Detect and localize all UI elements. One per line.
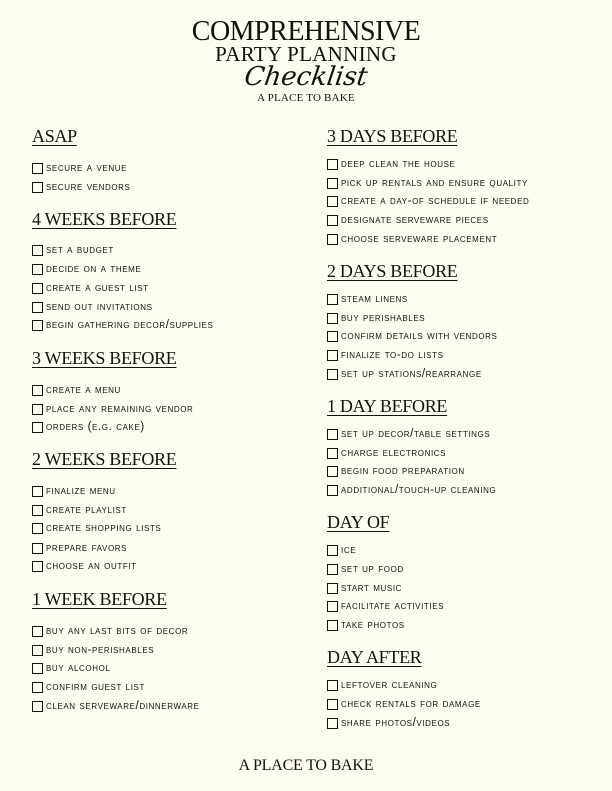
checklist-item[interactable]: share photos/videos	[327, 715, 450, 731]
checkbox[interactable]	[32, 523, 43, 534]
checklist-item[interactable]: take photos	[327, 617, 405, 633]
checklist-item[interactable]: begin gathering decor/supplies	[32, 317, 213, 333]
checkbox[interactable]	[32, 404, 43, 415]
section-heading-day-of: DAY OF	[327, 512, 390, 532]
checklist-item[interactable]: secure a venue	[32, 160, 127, 176]
section-heading-2-days: 2 DAYS BEFORE	[327, 261, 458, 281]
checkbox[interactable]	[327, 620, 338, 631]
checklist-item[interactable]: confirm details with vendors	[327, 328, 497, 344]
checklist-item[interactable]: additional/touch-up cleaning	[327, 482, 496, 498]
checkbox[interactable]	[32, 163, 43, 174]
checkbox[interactable]	[327, 196, 338, 207]
checkbox[interactable]	[327, 718, 338, 729]
checkbox[interactable]	[32, 543, 43, 554]
section-heading-2-weeks: 2 WEEKS BEFORE	[32, 449, 177, 469]
checklist-item[interactable]: prepare favors	[32, 540, 127, 556]
header-brand: A PLACE TO BAKE	[257, 92, 355, 104]
checkbox[interactable]	[32, 385, 43, 396]
checkbox[interactable]	[32, 505, 43, 516]
checkbox[interactable]	[327, 178, 338, 189]
checkbox[interactable]	[32, 682, 43, 693]
checklist-item[interactable]: confirm guest list	[32, 679, 145, 695]
section-heading-4-weeks: 4 WEEKS BEFORE	[32, 209, 177, 229]
checkbox[interactable]	[32, 320, 43, 331]
checklist-item[interactable]: buy alcohol	[32, 660, 110, 676]
checklist-item[interactable]: choose an outfit	[32, 558, 137, 574]
checklist-item[interactable]: set up stations/rearrange	[327, 366, 482, 382]
checkbox[interactable]	[32, 561, 43, 572]
checklist-item[interactable]: buy any last bits of decor	[32, 623, 188, 639]
section-heading-1-week: 1 WEEK BEFORE	[32, 589, 167, 609]
checklist-item[interactable]: designate serveware pieces	[327, 212, 489, 228]
section-heading-3-weeks: 3 WEEKS BEFORE	[32, 348, 177, 368]
checklist-item[interactable]: deep clean the house	[327, 156, 456, 172]
checkbox[interactable]	[327, 583, 338, 594]
checkbox[interactable]	[327, 601, 338, 612]
checkbox[interactable]	[32, 283, 43, 294]
checklist-item[interactable]: choose serveware placement	[327, 231, 497, 247]
checklist-item[interactable]: finalize to-do lists	[327, 347, 444, 363]
checkbox[interactable]	[32, 626, 43, 637]
checkbox[interactable]	[327, 313, 338, 324]
checkbox[interactable]	[327, 294, 338, 305]
checkbox[interactable]	[327, 448, 338, 459]
checklist-item[interactable]: facilitate activities	[327, 598, 444, 614]
checkbox[interactable]	[327, 429, 338, 440]
checklist-item[interactable]: steam linens	[327, 291, 408, 307]
checkbox[interactable]	[327, 159, 338, 170]
checkbox[interactable]	[327, 680, 338, 691]
checklist-item[interactable]: decide on a theme	[32, 261, 141, 277]
checkbox[interactable]	[32, 245, 43, 256]
checklist-item[interactable]: buy perishables	[327, 310, 425, 326]
checklist-item[interactable]: set up decor/table settings	[327, 426, 490, 442]
checkbox[interactable]	[327, 699, 338, 710]
footer-brand: A PLACE TO BAKE	[238, 757, 374, 774]
checklist-item[interactable]: create a menu	[32, 382, 121, 398]
title-line-2: PARTY PLANNING	[215, 42, 397, 66]
checkbox[interactable]	[32, 701, 43, 712]
checklist-item[interactable]: set a budget	[32, 242, 114, 258]
section-heading-asap: ASAP	[32, 126, 77, 146]
checklist-item[interactable]: create playlist	[32, 502, 127, 518]
checklist-item[interactable]: finalize menu	[32, 483, 116, 499]
checkbox[interactable]	[327, 485, 338, 496]
checklist-item[interactable]: pick up rentals and ensure quality	[327, 175, 528, 191]
title-script: Checklist	[242, 62, 370, 92]
checklist-item[interactable]: begin food preparation	[327, 463, 465, 479]
checklist-item[interactable]: place any remaining vendor	[32, 401, 193, 417]
checkbox[interactable]	[32, 663, 43, 674]
checklist-item[interactable]: charge electronics	[327, 445, 446, 461]
checkbox[interactable]	[327, 369, 338, 380]
checklist-item[interactable]: create a guest list	[32, 280, 149, 296]
checkbox[interactable]	[32, 302, 43, 313]
checklist-item[interactable]: ice	[327, 542, 356, 558]
checkbox[interactable]	[327, 215, 338, 226]
checklist-item[interactable]: clean serveware/dinnerware	[32, 698, 200, 714]
checkbox[interactable]	[327, 234, 338, 245]
checkbox[interactable]	[32, 645, 43, 656]
checklist-item[interactable]: start music	[327, 580, 402, 596]
section-heading-1-day: 1 DAY BEFORE	[327, 396, 448, 416]
checkbox[interactable]	[32, 486, 43, 497]
checklist-item[interactable]: create a day-of schedule if needed	[327, 193, 529, 209]
checklist-item[interactable]: buy non-perishables	[32, 642, 154, 658]
checklist-item[interactable]: create shopping lists	[32, 520, 161, 536]
section-heading-3-days: 3 DAYS BEFORE	[327, 126, 458, 146]
checklist-item[interactable]: check rentals for damage	[327, 696, 481, 712]
checkbox[interactable]	[32, 182, 43, 193]
checklist-item[interactable]: secure vendors	[32, 179, 131, 195]
section-heading-day-after: DAY AFTER	[327, 647, 422, 667]
checkbox[interactable]	[32, 422, 43, 433]
title-line-1: COMPREHENSIVE	[191, 16, 421, 47]
checkbox[interactable]	[32, 264, 43, 275]
checkbox[interactable]	[327, 466, 338, 477]
checkbox[interactable]	[327, 564, 338, 575]
checkbox[interactable]	[327, 545, 338, 556]
checklist-item[interactable]: set up food	[327, 561, 404, 577]
checkbox[interactable]	[327, 350, 338, 361]
checklist-item[interactable]: orders (e.g. cake)	[32, 419, 145, 435]
checklist-item[interactable]: send out invitations	[32, 299, 153, 315]
checkbox[interactable]	[327, 331, 338, 342]
checklist-item[interactable]: leftover cleaning	[327, 677, 437, 693]
